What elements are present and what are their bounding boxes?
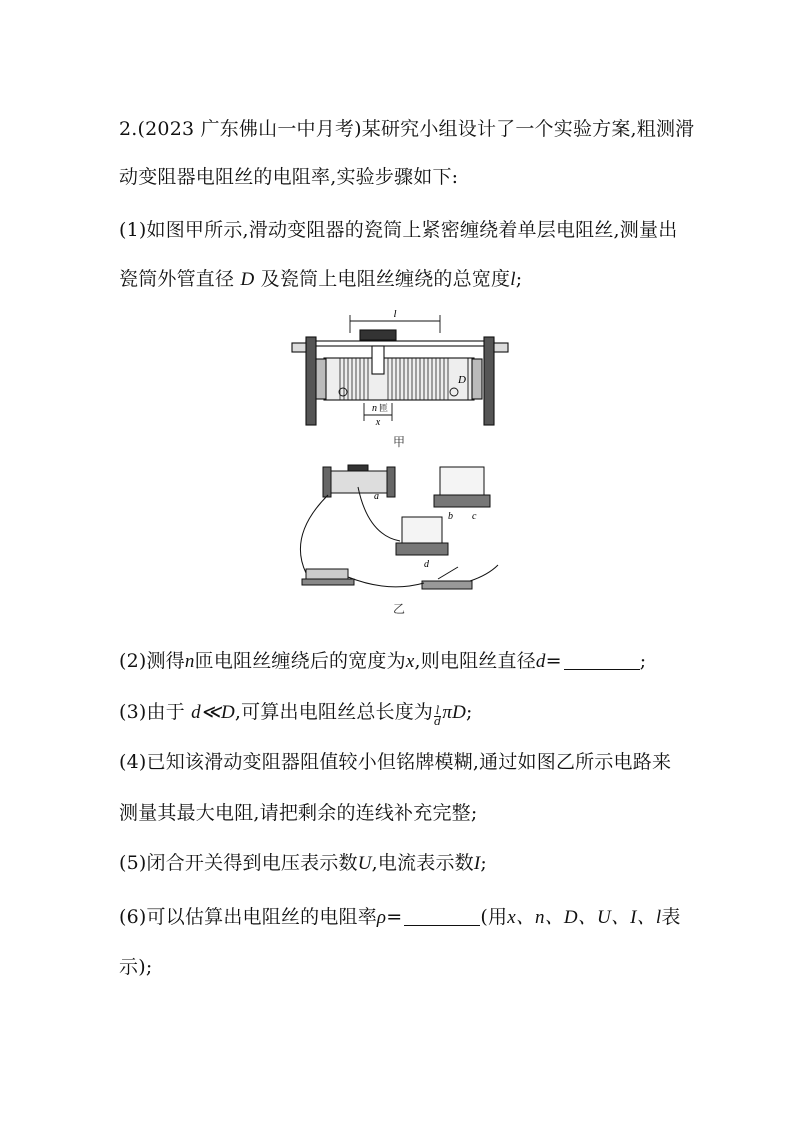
step-6-text: (6)可以估算出电阻丝的电阻率: [119, 906, 377, 928]
label-x: x: [375, 417, 381, 428]
pi-D: πD: [442, 702, 467, 723]
label-n-unit: 匝: [379, 403, 389, 413]
figure-a-rheostat: [288, 303, 513, 428]
step-2-text-2: 匝电阻丝缠绕后的宽度为: [194, 650, 406, 672]
var-l: l: [510, 269, 516, 290]
var-U: U: [357, 853, 372, 874]
step-6-line-b: 示);: [119, 956, 153, 978]
step-3-end: ;: [466, 701, 473, 723]
label-n: n: [372, 403, 377, 414]
var-n: n: [184, 651, 195, 672]
step-4-line-a: (4)已知该滑动变阻器阻值较小但铭牌模糊,通过如图乙所示电路来: [119, 751, 672, 773]
step-3: [119, 697, 473, 727]
var-x: x: [405, 651, 415, 672]
step-2: [119, 646, 646, 673]
label-b: b: [448, 511, 453, 522]
figure-a-caption: 甲: [393, 435, 406, 449]
step-4-line-b: 测量其最大电阻,请把剩余的连线补充完整;: [119, 802, 478, 824]
step-1-line-b: [119, 264, 522, 291]
condition-d-ll-D: d≪D: [191, 702, 235, 723]
label-l: l: [393, 308, 397, 320]
step-2-end: ;: [639, 650, 647, 672]
equals-sign-2: =: [386, 906, 403, 928]
answer-blank-rho[interactable]: [404, 907, 480, 926]
variables-list: x、n、D、U、I、l: [507, 907, 662, 928]
step-5-end: ;: [480, 852, 488, 874]
step-5-text: (5)闭合开关得到电压表示数: [119, 852, 358, 874]
step-1-text-2: 及瓷筒上电阻丝缠绕的总宽度: [260, 268, 511, 290]
step-3-text: (3)由于: [119, 701, 185, 723]
step-2-text-3: ,则电阻丝直径: [414, 650, 536, 672]
step-6-end: 表: [661, 906, 681, 928]
step-1-line-a: (1)如图甲所示,滑动变阻器的瓷筒上紧密缠绕着单层电阻丝,测量出: [119, 219, 678, 241]
var-I: I: [473, 853, 481, 874]
step-6-text-2: (用: [480, 906, 508, 928]
step-5: [119, 848, 487, 875]
label-a: a: [374, 491, 379, 502]
problem-line-1: 2.(2023 广东佛山一中月考)某研究小组设计了一个实验方案,粗测滑: [119, 118, 695, 140]
var-d: d: [535, 651, 546, 672]
label-d: d: [424, 559, 429, 570]
var-D: D: [240, 269, 255, 290]
problem-line-2: 动变阻器电阻丝的电阻率,实验步骤如下:: [119, 166, 459, 188]
label-D: D: [458, 374, 466, 386]
step-1-text: 瓷筒外管直径: [119, 268, 235, 290]
label-c: c: [472, 511, 477, 522]
fraction-denominator: d: [434, 715, 442, 728]
step-6: [119, 902, 681, 929]
answer-blank-d[interactable]: [564, 651, 640, 670]
figure-b-caption: 乙: [393, 602, 406, 616]
fraction-numerator: l: [435, 704, 440, 717]
step-5-text-2: ,电流表示数: [371, 852, 474, 874]
fraction-l-over-d: [434, 706, 441, 727]
step-2-text: (2)测得: [119, 650, 185, 672]
var-rho: ρ: [376, 907, 387, 928]
equals-sign: =: [545, 650, 562, 672]
figure-b-circuit: [288, 455, 508, 595]
step-1-end: ;: [515, 268, 523, 290]
step-3-text-2: ,可算出电阻丝总长度为: [234, 701, 434, 723]
